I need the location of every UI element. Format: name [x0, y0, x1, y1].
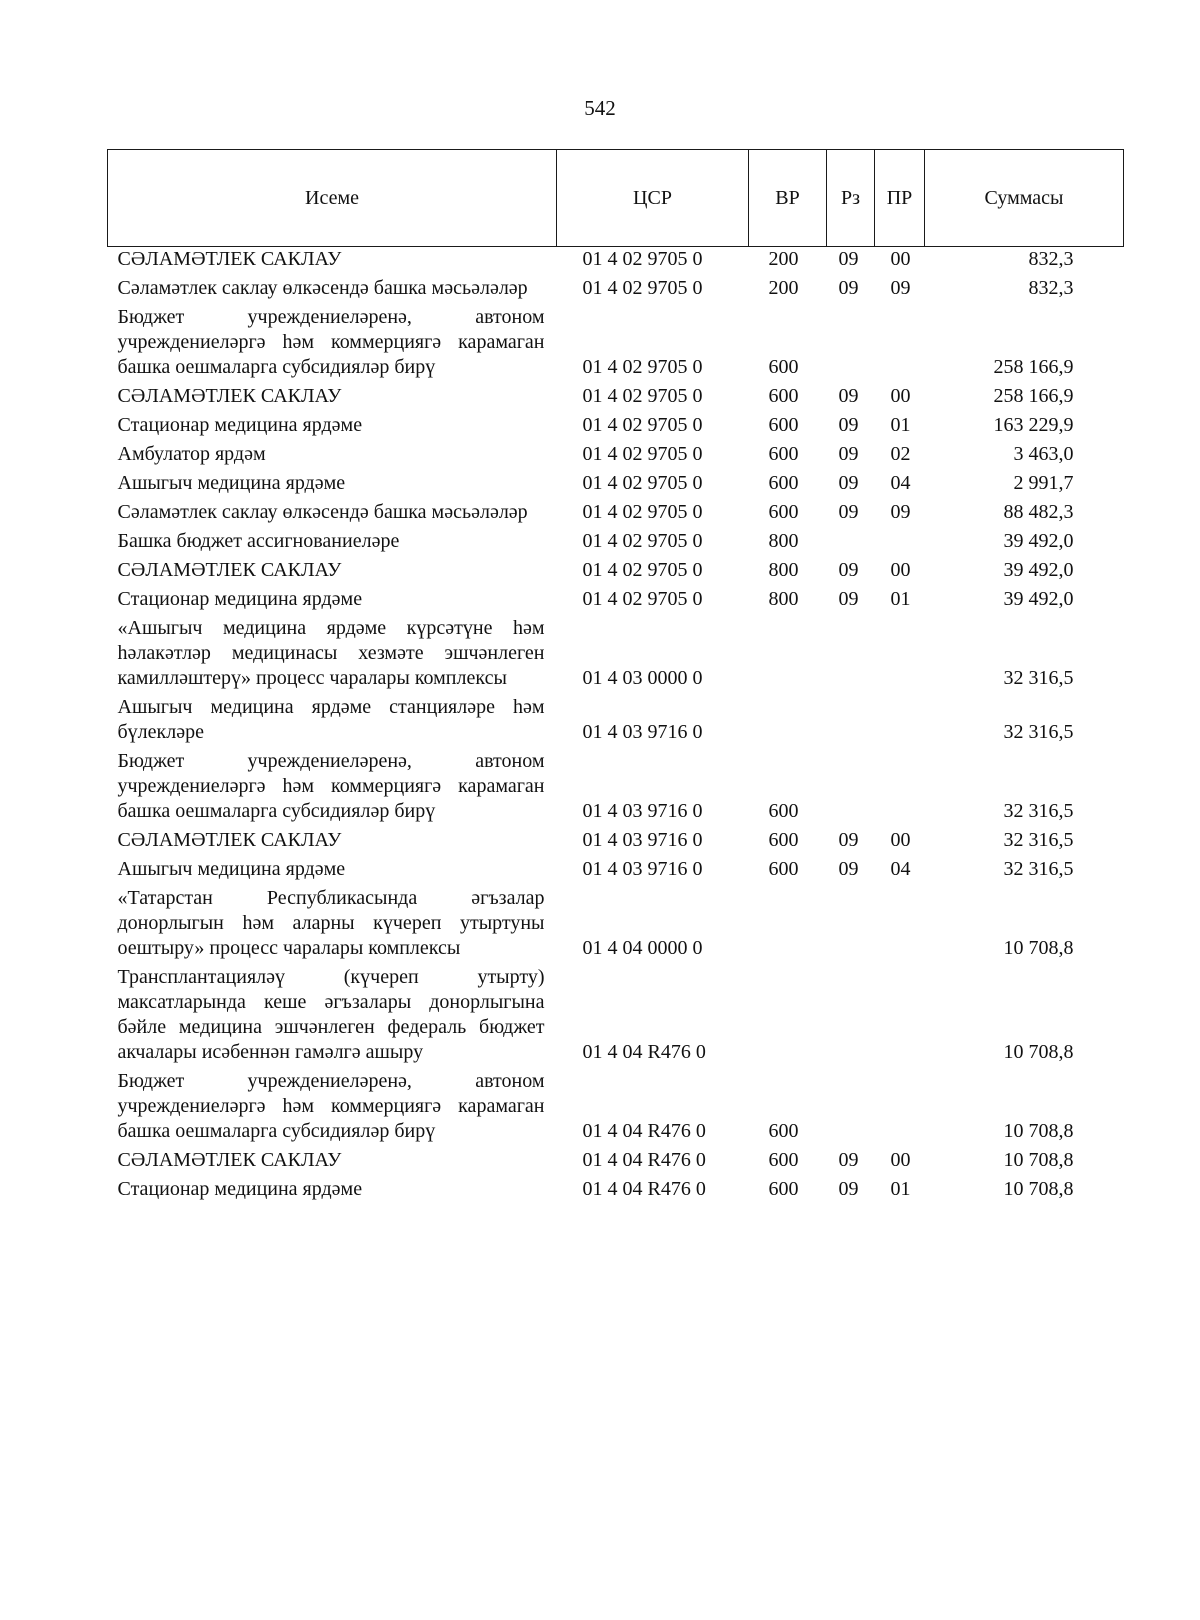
- row-name: «Ашыгыч медицина ярдәме күрсәтүне һәм һәлакәтләр медицинасы хезмәте эшчәнлеген камилләштерү» процесс чаралары комплексы: [117, 617, 545, 689]
- row-sum: 163 229,9: [993, 414, 1074, 436]
- row-rz: [827, 614, 875, 693]
- row-csr: 01 4 02 9705 0: [582, 588, 703, 610]
- row-sum: 832,3: [1028, 248, 1074, 270]
- row-csr: 01 4 04 R476 0: [582, 1178, 706, 1200]
- row-csr: 01 4 03 9716 0: [582, 800, 703, 822]
- header-vr: ВР: [749, 150, 827, 247]
- table-row: [108, 747, 1124, 826]
- row-vr: [749, 884, 827, 963]
- row-vr: 800: [768, 559, 799, 581]
- row-pr: 09: [890, 277, 911, 299]
- row-rz: 09: [838, 472, 859, 494]
- row-pr: [875, 963, 925, 1067]
- row-pr: 00: [890, 829, 911, 851]
- row-csr: 01 4 03 9716 0: [582, 721, 703, 743]
- row-name: Бюджет учреждениеләренә, автоном учреждениеләргә һәм коммерциягә карамаган башка оешмаларга субсидияләр бирү: [117, 306, 545, 378]
- header-pr: ПР: [875, 150, 925, 247]
- table-row: [108, 411, 1124, 440]
- row-csr: 01 4 02 9705 0: [582, 501, 703, 523]
- row-vr: 600: [768, 501, 799, 523]
- row-vr: 600: [768, 1178, 799, 1200]
- row-rz: [827, 693, 875, 747]
- table-row: [108, 1067, 1124, 1146]
- row-rz: 09: [838, 1178, 859, 1200]
- row-sum: 2 991,7: [1013, 472, 1074, 494]
- row-pr: [875, 747, 925, 826]
- table-row: [108, 826, 1124, 855]
- table-row: [108, 614, 1124, 693]
- row-name: Башка бюджет ассигнованиеләре: [117, 530, 400, 552]
- row-pr: 02: [890, 443, 911, 465]
- row-rz: 09: [838, 501, 859, 523]
- table-row: [108, 693, 1124, 747]
- row-sum: 10 708,8: [1003, 1041, 1074, 1063]
- row-name: СӘЛАМӘТЛЕК САКЛАУ: [117, 248, 342, 270]
- row-rz: [827, 884, 875, 963]
- table-row: [108, 303, 1124, 382]
- table-row: [108, 527, 1124, 556]
- row-vr: 600: [768, 1120, 799, 1142]
- row-name: Бюджет учреждениеләренә, автоном учреждениеләргә һәм коммерциягә карамаган башка оешмаларга субсидияләр бирү: [117, 1070, 545, 1142]
- row-sum: 10 708,8: [1003, 1120, 1074, 1142]
- row-name: Ашыгыч медицина ярдәме: [117, 472, 346, 494]
- row-vr: 600: [768, 800, 799, 822]
- row-vr: 800: [768, 530, 799, 552]
- row-pr: 00: [890, 1149, 911, 1171]
- row-sum: 10 708,8: [1003, 1178, 1074, 1200]
- row-rz: 09: [838, 443, 859, 465]
- row-sum: 32 316,5: [1003, 800, 1074, 822]
- row-name: Ашыгыч медицина ярдәме станцияләре һәм бүлекләре: [117, 696, 545, 743]
- row-rz: 09: [838, 588, 859, 610]
- row-sum: 32 316,5: [1003, 829, 1074, 851]
- row-pr: [875, 884, 925, 963]
- row-name: Стационар медицина ярдәме: [117, 1178, 363, 1200]
- row-name: Сәламәтлек саклау өлкәсендә башка мәсьәләләр: [117, 277, 528, 299]
- row-pr: 01: [890, 1178, 911, 1200]
- row-vr: 600: [768, 829, 799, 851]
- row-sum: 39 492,0: [1003, 530, 1074, 552]
- row-csr: 01 4 04 R476 0: [582, 1120, 706, 1142]
- row-rz: [827, 303, 875, 382]
- row-sum: 32 316,5: [1003, 858, 1074, 880]
- row-sum: 32 316,5: [1003, 667, 1074, 689]
- row-name: Стационар медицина ярдәме: [117, 414, 363, 436]
- row-pr: 00: [890, 385, 911, 407]
- row-sum: 3 463,0: [1013, 443, 1074, 465]
- row-rz: [827, 963, 875, 1067]
- header-csr: ЦСР: [557, 150, 749, 247]
- row-pr: 04: [890, 858, 911, 880]
- row-vr: 200: [768, 248, 799, 270]
- row-pr: 01: [890, 414, 911, 436]
- row-vr: 600: [768, 472, 799, 494]
- row-csr: 01 4 02 9705 0: [582, 356, 703, 378]
- row-vr: [749, 963, 827, 1067]
- row-pr: [875, 614, 925, 693]
- table-row: [108, 274, 1124, 303]
- row-sum: 258 166,9: [993, 385, 1074, 407]
- row-rz: 09: [838, 385, 859, 407]
- table-row: [108, 963, 1124, 1067]
- row-vr: 600: [768, 858, 799, 880]
- table-row: [108, 469, 1124, 498]
- row-name: СӘЛАМӘТЛЕК САКЛАУ: [117, 559, 342, 581]
- row-rz: 09: [838, 559, 859, 581]
- header-name: Исеме: [108, 150, 557, 247]
- row-name: Стационар медицина ярдәме: [117, 588, 363, 610]
- table-header: [108, 150, 1124, 247]
- row-csr: 01 4 02 9705 0: [582, 248, 703, 270]
- page-number: 542: [584, 96, 616, 120]
- row-sum: 39 492,0: [1003, 588, 1074, 610]
- row-sum: 10 708,8: [1003, 937, 1074, 959]
- row-pr: [875, 693, 925, 747]
- row-vr: 600: [768, 443, 799, 465]
- row-sum: 258 166,9: [993, 356, 1074, 378]
- row-pr: 01: [890, 588, 911, 610]
- row-csr: 01 4 02 9705 0: [582, 559, 703, 581]
- row-sum: 832,3: [1028, 277, 1074, 299]
- row-csr: 01 4 02 9705 0: [582, 385, 703, 407]
- table-row: [108, 1175, 1124, 1204]
- row-name: Ашыгыч медицина ярдәме: [117, 858, 346, 880]
- row-name: СӘЛАМӘТЛЕК САКЛАУ: [117, 1149, 342, 1171]
- row-rz: 09: [838, 858, 859, 880]
- row-pr: [875, 1067, 925, 1146]
- row-pr: 00: [890, 559, 911, 581]
- row-name: СӘЛАМӘТЛЕК САКЛАУ: [117, 385, 342, 407]
- table-body: [108, 247, 1124, 1205]
- row-sum: 10 708,8: [1003, 1149, 1074, 1171]
- row-name: Трансплантацияләү (күчереп утырту) максатларында кеше әгъзалары донорлыгына бәйле медицина эшчәнлеген федераль бюджет акчалары исәбеннән гамәлгә ашыру: [117, 966, 545, 1063]
- table-row: [108, 855, 1124, 884]
- table-row: [108, 382, 1124, 411]
- row-csr: 01 4 02 9705 0: [582, 530, 703, 552]
- row-rz: [827, 527, 875, 556]
- row-name: Сәламәтлек саклау өлкәсендә башка мәсьәләләр: [117, 501, 528, 523]
- table-row: [108, 884, 1124, 963]
- row-pr: [875, 303, 925, 382]
- row-sum: 32 316,5: [1003, 721, 1074, 743]
- row-pr: 09: [890, 501, 911, 523]
- row-sum: 88 482,3: [1003, 501, 1074, 523]
- header-sum: Суммасы: [925, 150, 1124, 247]
- row-name: СӘЛАМӘТЛЕК САКЛАУ: [117, 829, 342, 851]
- row-vr: 600: [768, 385, 799, 407]
- row-rz: [827, 1067, 875, 1146]
- row-vr: [749, 693, 827, 747]
- row-sum: 39 492,0: [1003, 559, 1074, 581]
- table-row: [108, 585, 1124, 614]
- row-csr: 01 4 04 R476 0: [582, 1041, 706, 1063]
- row-name: Бюджет учреждениеләренә, автоном учреждениеләргә һәм коммерциягә карамаган башка оешмаларга субсидияләр бирү: [117, 750, 545, 822]
- row-rz: 09: [838, 414, 859, 436]
- row-name: «Татарстан Республикасында әгъзалар донорлыгын һәм аларны күчереп утыртуны оештыру» процесс чаралары комплексы: [117, 887, 545, 959]
- row-vr: 600: [768, 356, 799, 378]
- row-csr: 01 4 02 9705 0: [582, 472, 703, 494]
- row-pr: 04: [890, 472, 911, 494]
- table-header-row: [108, 150, 1124, 247]
- row-csr: 01 4 04 R476 0: [582, 1149, 706, 1171]
- table-row: [108, 247, 1124, 275]
- table-row: [108, 498, 1124, 527]
- row-name: Амбулатор ярдәм: [117, 443, 266, 465]
- row-vr: [749, 614, 827, 693]
- row-csr: 01 4 02 9705 0: [582, 277, 703, 299]
- row-rz: 09: [838, 1149, 859, 1171]
- table-row: [108, 440, 1124, 469]
- row-vr: 200: [768, 277, 799, 299]
- row-csr: 01 4 04 0000 0: [582, 937, 703, 959]
- row-pr: [875, 527, 925, 556]
- row-rz: 09: [838, 277, 859, 299]
- row-csr: 01 4 02 9705 0: [582, 443, 703, 465]
- row-pr: 00: [890, 248, 911, 270]
- row-csr: 01 4 03 0000 0: [582, 667, 703, 689]
- header-rz: Рз: [827, 150, 875, 247]
- row-vr: 600: [768, 414, 799, 436]
- row-rz: 09: [838, 829, 859, 851]
- table-row: [108, 1146, 1124, 1175]
- row-rz: [827, 747, 875, 826]
- row-csr: 01 4 03 9716 0: [582, 829, 703, 851]
- budget-table: [107, 149, 1124, 1204]
- row-vr: 800: [768, 588, 799, 610]
- table-row: [108, 556, 1124, 585]
- row-rz: 09: [838, 248, 859, 270]
- row-csr: 01 4 03 9716 0: [582, 858, 703, 880]
- row-csr: 01 4 02 9705 0: [582, 414, 703, 436]
- row-vr: 600: [768, 1149, 799, 1171]
